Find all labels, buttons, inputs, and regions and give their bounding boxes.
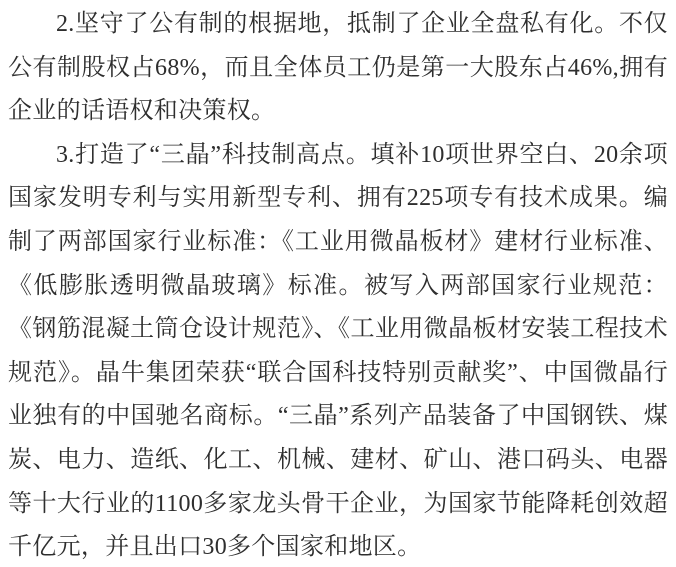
paragraph-point-2: 2.坚守了公有制的根据地，抵制了企业全盘私有化。不仅公有制股权占68%，而且全体员工仍是第一大股东占46%,拥有企业的话语权和决策权。 — [8, 11, 668, 125]
paragraph-point-3: 3.打造了“三晶”科技制高点。填补10项世界空白、20余项国家发明专利与实用新型专利、拥有225项专有技术成果。编制了两部国家行业标准：《工业用微晶板材》建材行业标准、《低膨胀透明微晶玻璃》标准。被写入两部国家行业规范：《钢筋混凝土筒仓设计规范》、《工业用微晶板材安装工程技术规范》。晶牛集团荣获“联合国科技特别贡献奖”、中国微晶行业独有的中国驰名商标。“三晶”系列产品装备了中国钢铁、煤炭、电力、造纸、化工、机械、建材、矿山、港口码头、电器等十大行业的1100多家龙头骨干企业，为国家节能降耗创效超千亿元，并且出口30多个国家和地区。 — [8, 141, 668, 561]
